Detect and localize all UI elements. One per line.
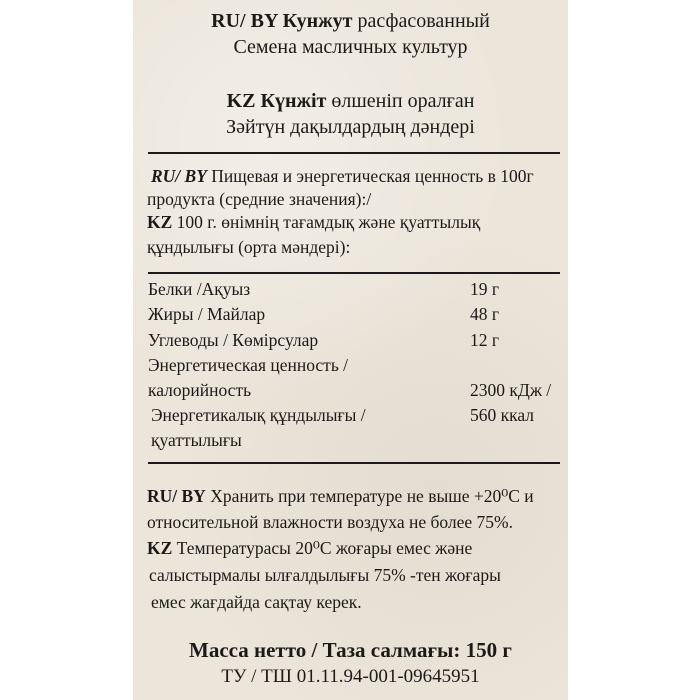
subtitle-kz: Зәйтүн дақылдардың дәндері bbox=[226, 116, 475, 138]
nutrient-value: 48 г bbox=[470, 304, 500, 324]
kz-code: KZ bbox=[226, 90, 256, 112]
nutrient-label: Энергетикалық құндылығы / bbox=[151, 405, 366, 425]
nutrient-label: Белки /Ақуыз bbox=[148, 279, 251, 299]
storage-ru-2: относительной влажности воздуха не более 75%. bbox=[147, 512, 513, 532]
divider bbox=[148, 152, 560, 154]
storage-kz-1 bbox=[147, 540, 472, 558]
nutrient-label: қуаттылығы bbox=[151, 430, 242, 450]
net-weight: Масса нетто / Таза салмағы: 150 г bbox=[189, 638, 512, 662]
title-kz bbox=[133, 91, 568, 111]
nutrient-label: Жиры / Майлар bbox=[148, 304, 266, 324]
product-name-ru: Кунжут bbox=[282, 10, 353, 32]
product-label bbox=[133, 0, 568, 700]
divider bbox=[148, 462, 560, 464]
subtitle-ru: Семена масличных культур bbox=[233, 36, 468, 58]
nutrient-value: 2300 кДж / bbox=[470, 380, 552, 400]
nutrient-value: 19 г bbox=[470, 279, 500, 299]
ru-code: RU/ BY bbox=[151, 166, 207, 186]
nutrition-intro-ru-2: продукта (средние значения):/ bbox=[147, 189, 372, 209]
nutrition-intro-kz-2: құндылығы (орта мәндері): bbox=[147, 237, 351, 257]
product-desc-kz: өлшеніп оралған bbox=[331, 90, 475, 112]
kz-code: KZ bbox=[147, 538, 173, 558]
nutrient-label: Углеводы / Көмірсулар bbox=[148, 330, 319, 350]
nutrition-intro-kz-1 bbox=[147, 214, 480, 232]
intro-text: Пищевая и энергетическая ценность в 100г bbox=[211, 166, 534, 186]
storage-ru-1 bbox=[147, 488, 534, 506]
product-name-kz: Күнжіт bbox=[260, 90, 327, 112]
standard-code: ТУ / ТШ 01.11.94-001-09645951 bbox=[221, 666, 480, 687]
ru-code: RU/ BY bbox=[147, 486, 206, 506]
ru-code: RU/ BY bbox=[211, 10, 278, 32]
nutrient-label: Энергетическая ценность / bbox=[148, 355, 349, 375]
storage-kz-3: емес жағдайда сақтау керек. bbox=[151, 592, 362, 612]
nutrition-intro-ru-1 bbox=[151, 168, 534, 186]
nutrient-label: калорийность bbox=[148, 380, 252, 400]
title-ru bbox=[133, 11, 568, 31]
divider bbox=[148, 272, 560, 274]
kz-code: KZ bbox=[147, 212, 173, 232]
storage-text: Температурасы 20⁰С жоғары емес және bbox=[176, 538, 473, 558]
nutrient-value: 12 г bbox=[470, 330, 500, 350]
storage-kz-2: салыстырмалы ылғалдылығы 75% -тен жоғары bbox=[149, 565, 501, 585]
intro-text: 100 г. өнімнің тағамдық және қуаттылық bbox=[176, 212, 481, 232]
storage-text: Хранить при температуре не выше +20⁰С и bbox=[210, 486, 534, 506]
nutrient-value: 560 ккал bbox=[470, 405, 535, 425]
product-desc-ru: расфасованный bbox=[357, 10, 490, 32]
